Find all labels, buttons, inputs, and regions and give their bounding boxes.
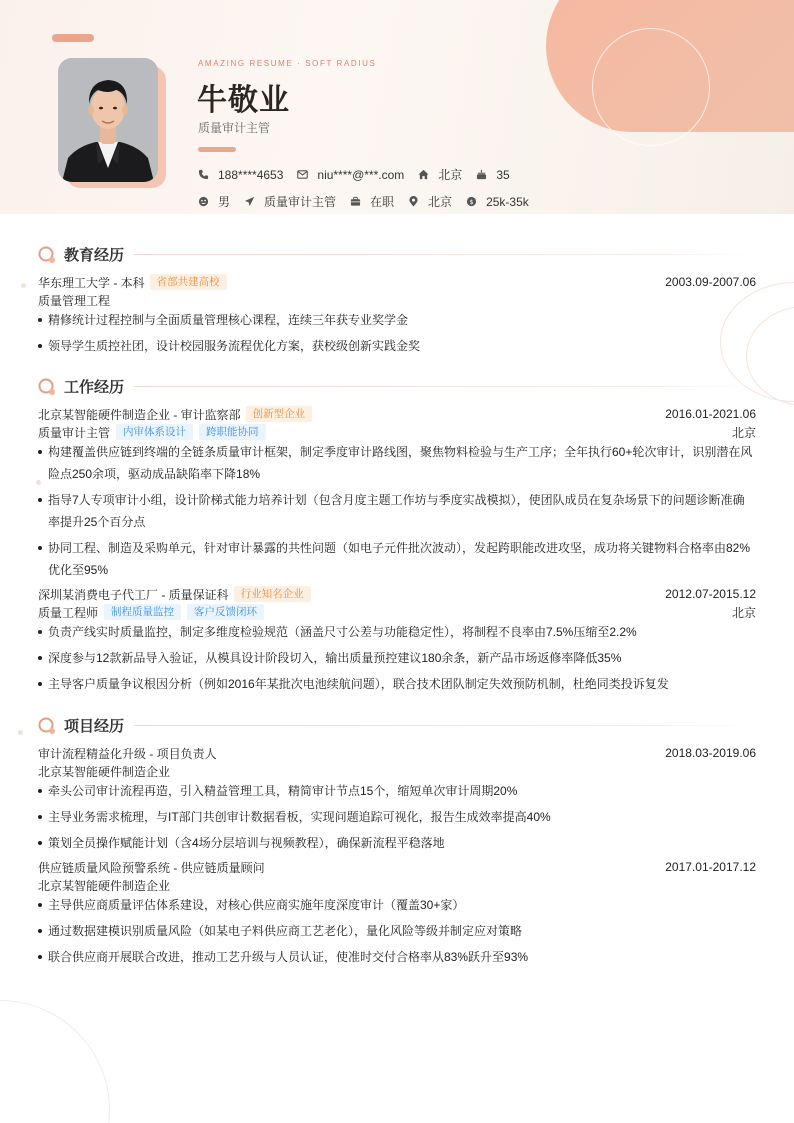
gender-icon xyxy=(198,196,209,207)
work-entry-header xyxy=(38,586,756,602)
resume-header xyxy=(0,0,794,214)
project-bullet: 联合供应商开展联合改进，推动工艺升级与人员认证，使准时交付合格率从83%跃升至93% xyxy=(38,946,756,968)
resume-tagline: AMAZING RESUME · SOFT RADIUS xyxy=(198,59,377,68)
education-major-line xyxy=(38,292,756,308)
hometown-item xyxy=(418,166,462,183)
education-entry-header xyxy=(38,274,756,290)
job-role: 质量审计主管 xyxy=(38,425,111,440)
work-period: 2012.07-2015.12 xyxy=(665,587,756,601)
section-icon xyxy=(38,717,56,735)
school-tag: 省部共建高校 xyxy=(150,274,227,290)
email-item xyxy=(297,168,404,182)
target-position-text: 质量审计主管 xyxy=(264,195,337,209)
project-section-header xyxy=(38,715,756,736)
major: 质量管理工程 xyxy=(38,293,111,308)
header-decoration-ring xyxy=(592,28,710,146)
project-name: 供应链质量风险预警系统 - 供应链质量顾问 xyxy=(38,860,265,875)
phone-text: 188****4653 xyxy=(218,167,284,182)
school-name: 华东理工大学 - 本科 xyxy=(38,275,145,290)
project-bullet: 主导业务需求梳理，与IT部门共创审计数据看板，实现问题追踪可视化，报告生成效率提高40% xyxy=(38,806,756,828)
work-city: 北京 xyxy=(731,425,756,440)
work-period: 2016.01-2021.06 xyxy=(665,407,756,421)
project-bullet: 策划全员操作赋能计划（含4场分层培训与视频教程），确保新流程平稳落地 xyxy=(38,832,756,854)
project-org-line xyxy=(38,877,756,893)
work-bullet: 主导客户质量争议根因分析（例如2016年某批次电池续航问题），联合技术团队制定失效预防机制，杜绝同类投诉复发 xyxy=(38,673,756,695)
salary-icon xyxy=(466,196,477,207)
project-entry-header xyxy=(38,859,756,875)
decoration-dot xyxy=(21,283,26,288)
project-bullet: 通过数据建模识别质量风险（如某电子料供应商工艺老化），量化风险等级并制定应对策略 xyxy=(38,920,756,942)
location-pin-icon xyxy=(408,196,419,207)
job-role: 质量工程师 xyxy=(38,605,99,620)
status-item xyxy=(350,193,394,210)
company-tag: 创新型企业 xyxy=(246,406,313,422)
project-period: 2018.03-2019.06 xyxy=(665,746,756,760)
phone-icon xyxy=(198,169,209,180)
skill-tag: 制程质量监控 xyxy=(104,604,181,620)
mail-icon xyxy=(297,169,308,180)
education-section-header xyxy=(38,244,756,265)
section-divider xyxy=(134,386,756,387)
target-city-text: 北京 xyxy=(428,195,453,209)
education-bullet: 精修统计过程控制与全面质量管理核心课程，连续三年获专业奖学金 xyxy=(38,309,756,331)
svg-text:$: $ xyxy=(469,197,474,206)
section-title: 项目经历 xyxy=(64,718,125,735)
hometown-text: 北京 xyxy=(438,168,463,182)
work-role-line xyxy=(38,424,756,440)
work-role-line xyxy=(38,604,756,620)
project-org: 北京某智能硬件制造企业 xyxy=(38,878,171,893)
company-name: 北京某智能硬件制造企业 - 审计监察部 xyxy=(38,407,241,422)
send-icon xyxy=(244,196,255,207)
section-divider xyxy=(134,725,756,726)
target-city-item xyxy=(408,193,452,210)
gender-text: 男 xyxy=(218,195,231,209)
contact-row xyxy=(198,166,524,183)
section-icon xyxy=(38,378,56,396)
project-entry-header xyxy=(38,745,756,761)
project-org-line xyxy=(38,763,756,779)
skill-tag: 跨职能协同 xyxy=(199,424,266,440)
work-bullet: 指导7人专项审计小组，设计阶梯式能力培养计划（包含月度主题工作坊与季度实战模拟），使团队成员在复杂场景下的问题诊断准确率提升25个百分点 xyxy=(38,489,756,533)
project-bullet: 牵头公司审计流程再造，引入精益管理工具，精简审计节点15个，缩短单次审计周期20% xyxy=(38,780,756,802)
work-entry-header xyxy=(38,406,756,422)
candidate-name: 牛敬业 xyxy=(197,84,290,117)
title-accent-bar xyxy=(198,147,236,152)
skill-tag: 内审体系设计 xyxy=(116,424,193,440)
section-title: 教育经历 xyxy=(64,247,125,264)
decoration-dot xyxy=(18,730,23,735)
section-icon xyxy=(38,246,56,264)
target-position-item xyxy=(244,193,336,210)
project-period: 2017.01-2017.12 xyxy=(665,860,756,874)
work-bullet: 负责产线实时质量监控，制定多维度检验规范（涵盖尺寸公差与功能稳定性），将制程不良率由7.5%压缩至2.2% xyxy=(38,621,756,643)
skill-tag: 客户反馈闭环 xyxy=(187,604,264,620)
work-city: 北京 xyxy=(731,605,756,620)
education-period: 2003.09-2007.06 xyxy=(665,275,756,289)
header-accent-bar xyxy=(52,34,94,42)
project-name: 审计流程精益化升级 - 项目负责人 xyxy=(38,746,217,761)
briefcase-icon xyxy=(350,196,361,207)
status-text: 在职 xyxy=(370,195,395,209)
cake-icon xyxy=(476,169,487,180)
section-divider xyxy=(134,254,756,255)
candidate-title: 质量审计主管 xyxy=(198,121,271,135)
home-icon xyxy=(418,169,429,180)
age-text: 35 xyxy=(496,167,510,182)
salary-text: 25k-35k xyxy=(486,194,529,209)
decoration-ring xyxy=(0,1000,110,1123)
salary-item xyxy=(466,195,529,209)
age-item xyxy=(476,168,509,182)
project-org: 北京某智能硬件制造企业 xyxy=(38,764,171,779)
project-bullet: 主导供应商质量评估体系建设，对核心供应商实施年度深度审计（覆盖30+家） xyxy=(38,894,756,916)
profile-row xyxy=(198,193,543,210)
work-bullet: 深度参与12款新品导入验证，从模具设计阶段切入，输出质量预控建议180余条，新产品市场返修率降低35% xyxy=(38,647,756,669)
email-text: niu****@***.com xyxy=(317,167,405,182)
education-bullet: 领导学生质控社团，设计校园服务流程优化方案，获校级创新实践金奖 xyxy=(38,335,756,357)
phone-item xyxy=(198,168,283,182)
profile-photo xyxy=(58,58,158,182)
work-bullet: 构建覆盖供应链到终端的全链条质量审计框架，制定季度审计路线图，聚焦物料检验与生产工序；全年执行60+轮次审计，识别潜在风险点250余项，驱动成品缺陷率下降18% xyxy=(38,441,756,485)
company-tag: 行业知名企业 xyxy=(234,586,311,602)
gender-item xyxy=(198,193,230,210)
section-title: 工作经历 xyxy=(64,379,125,396)
work-bullet: 协同工程、制造及采购单元，针对审计暴露的共性问题（如电子元件批次波动），发起跨职能改进攻坚，成功将关键物料合格率由82%优化至95% xyxy=(38,537,756,581)
work-section-header xyxy=(38,376,756,397)
company-name: 深圳某消费电子代工厂 - 质量保证科 xyxy=(38,587,229,602)
